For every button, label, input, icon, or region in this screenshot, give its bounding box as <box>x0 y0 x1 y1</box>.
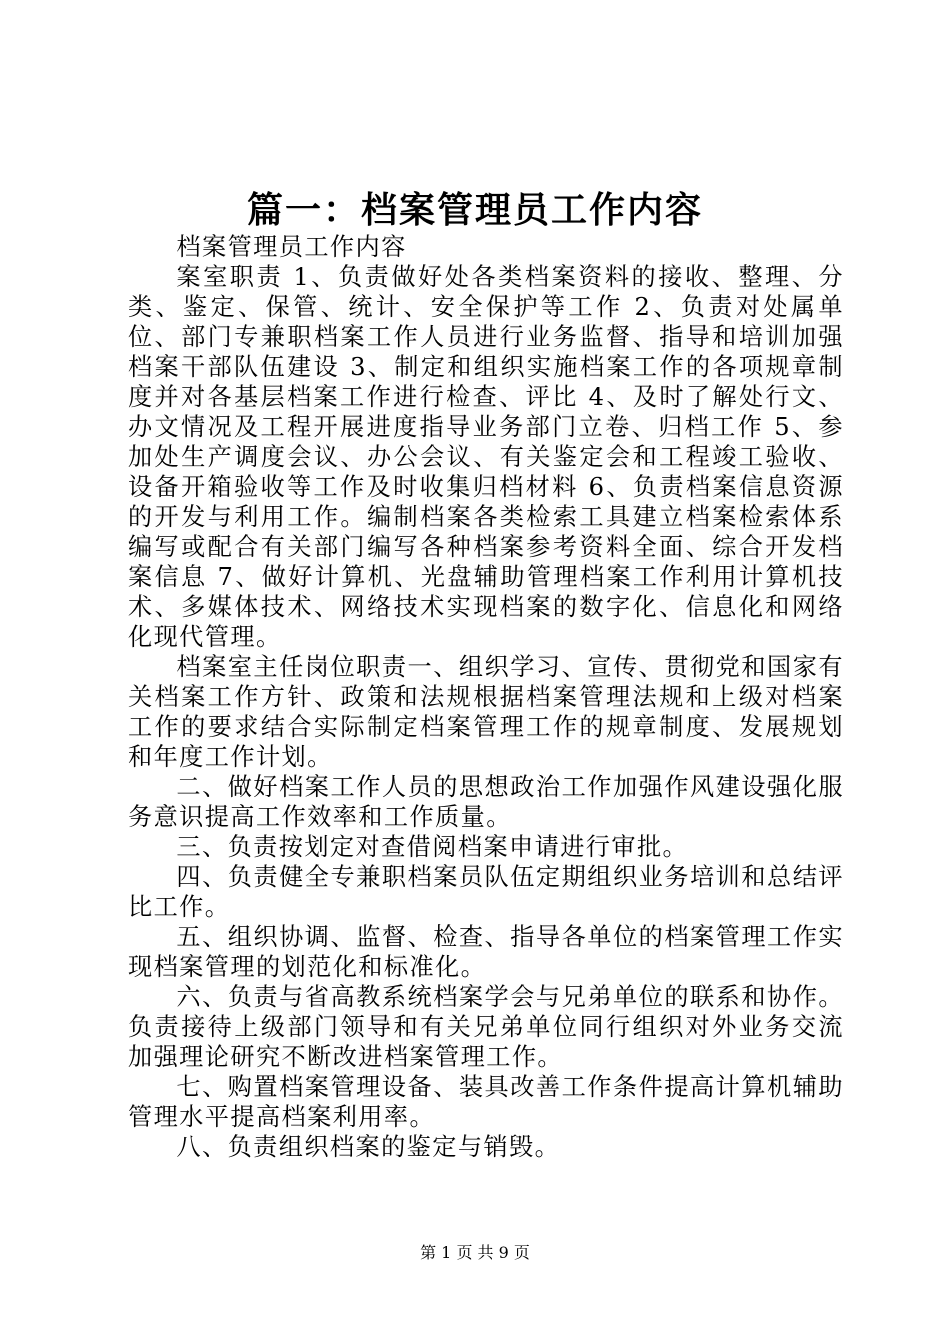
paragraph: 七、购置档案管理设备、装具改善工作条件提高计算机辅助管理水平提高档案利用率。 <box>128 1073 844 1131</box>
paragraph: 五、组织协调、监督、检查、指导各单位的档案管理工作实现档案管理的划范化和标准化。 <box>128 923 844 981</box>
paragraph: 案室职责 1、负责做好处各类档案资料的接收、整理、分类、鉴定、保管、统计、安全保护等工作 2、负责对处属单位、部门专兼职档案工作人员进行业务监督、指导和培训加强档案干部队伍建设 3、制定和组织实施档案工作的各项规章制度并对各基层档案工作进行检查、评比 4、及时了解处行文、办文情况及工程开展进度指导业务部门立卷、归档工作 5、参加处生产调度会议、办公会议、有关鉴定会和工程竣工验收、设备开箱验收等工作及时收集归档材料 6、负责档案信息资源的开发与利用工作。编制档案各类检索工具建立档案检索体系编写或配合有关部门编写各种档案参考资料全面、综合开发档案信息 7、做好计算机、光盘辅助管理档案工作利用计算机技术、多媒体技术、网络技术实现档案的数字化、信息化和网络化现代管理。 <box>128 263 844 651</box>
paragraph: 六、负责与省高教系统档案学会与兄弟单位的联系和协作。负责接待上级部门领导和有关兄弟单位同行组织对外业务交流加强理论研究不断改进档案管理工作。 <box>128 983 844 1071</box>
document-body <box>128 232 844 1162</box>
paragraph: 档案室主任岗位职责一、组织学习、宣传、贯彻党和国家有关档案工作方针、政策和法规根据档案管理法规和上级对档案工作的要求结合实际制定档案管理工作的规章制度、发展规划和年度工作计划。 <box>128 653 844 771</box>
page-number-footer: 第 1 页 共 9 页 <box>420 1243 530 1262</box>
paragraph: 三、负责按划定对查借阅档案申请进行审批。 <box>176 833 689 861</box>
paragraph: 二、做好档案工作人员的思想政治工作加强作风建设强化服务意识提高工作效率和工作质量。 <box>128 773 844 831</box>
paragraph: 八、负责组织档案的鉴定与销毁。 <box>176 1133 561 1161</box>
paragraph: 档案管理员工作内容 <box>176 233 407 261</box>
document-title: 篇一：档案管理员工作内容 <box>246 189 703 231</box>
paragraph: 四、负责健全专兼职档案员队伍定期组织业务培训和总结评比工作。 <box>128 863 844 921</box>
